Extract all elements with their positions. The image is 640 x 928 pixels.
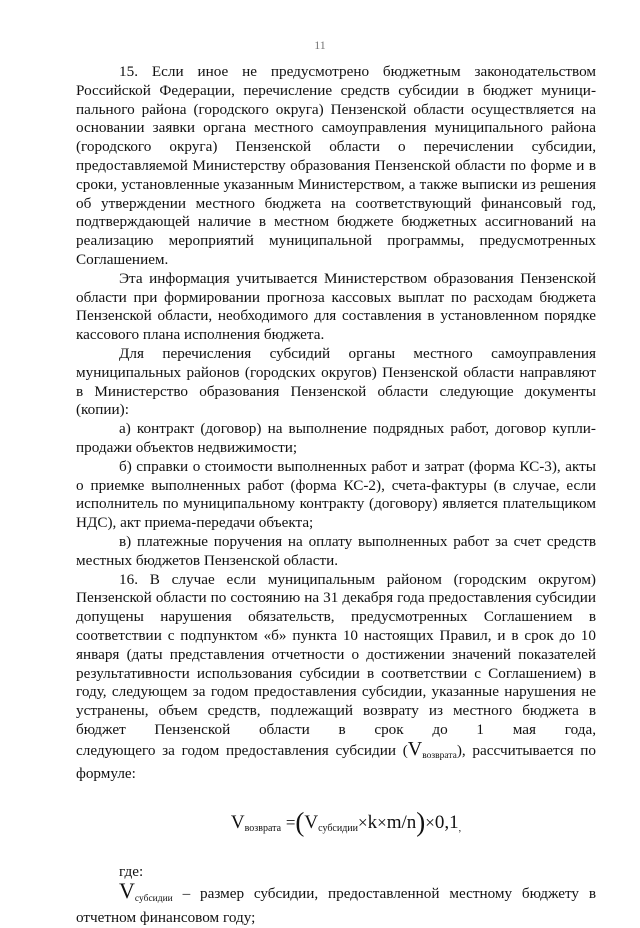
- paragraph-16-text: 16. В случае если муниципальным районом (городским округом) Пензенской области по состоянию на 31 декабря года предоставления субсидии допущены нарушения обязательств, предусмотренных Соглашением в соответствии с подпунктом «б» пункта 10 настоящих Правил, и в срок до 10 января (даты представления отчетности о достижении значений показателей результативности использования субсидии в соответствии с Соглашением) в году, следующем за годом предоставления субсидии, указанные нарушения не устранены, объем средств, подлежащий возврату из местного бюджета в бюджет Пензенской области в срок до 1 мая года,: [76, 570, 596, 738]
- formula-mul-3: ×: [425, 813, 435, 833]
- tail-after-text: ), рассчитывается по формуле:: [76, 741, 596, 783]
- inline-var-v: V: [407, 737, 423, 760]
- paragraph-info: Эта информация учитывается Министерством образования Пензенской области при формировании прогноза кассовых выплат по расходам бюджета Пензенской области, необходимого для составления в установленном порядке кассового плана исполнения бюджета.: [76, 269, 596, 344]
- inline-var-sub: возврата: [422, 750, 457, 761]
- formula-mul-2: ×: [377, 813, 387, 833]
- formula-lhs: V: [230, 812, 245, 834]
- list-item-c: в) платежные поручения на оплату выполненных работ за счет средств местных бюджетов Пензенской области.: [76, 532, 596, 569]
- definition-var: V: [119, 878, 135, 904]
- formula-v: V: [304, 812, 319, 834]
- formula-mn: m/n: [386, 812, 417, 834]
- formula-coef: 0,1: [434, 812, 459, 834]
- paragraph-16-tail: [76, 737, 457, 761]
- return-formula: [76, 807, 596, 841]
- definition-sub: субсидии: [134, 894, 173, 905]
- formula-open-paren: (: [295, 807, 305, 838]
- formula-comma: ,: [458, 823, 462, 835]
- formula-k: k: [367, 812, 378, 834]
- tail-before-text: следующего за годом предоставления субсидии (: [76, 741, 408, 759]
- document-body: [76, 63, 596, 928]
- definition-text: – размер субсидии, предоставленной местному бюджету в отчетном финансовом году;: [76, 885, 596, 926]
- paragraph-15: 15. Если иное не предусмотрено бюджетным законодательством Российской Федерации, перечисление средств субсидии в бюджет муници-пального района (городского округа) Пензенской области осуществляется на основании заявки органа местного самоуправления муниципального района (городского округа) Пензенской области о перечислении субсидии, предоставляемой Министерству образования Пензенской области по форме и в сроки, установленные указанным Министерством, а также выписки из решения об утверждении местного бюджета на соответствующий финансовый год, подтверждающей наличие в местном бюджете бюджетных ассигнований на реализацию мероприятий муниципальной программы, предусмотренных Соглашением.: [76, 63, 596, 268]
- page-number: 11: [314, 38, 326, 52]
- list-item-b: б) справки о стоимости выполненных работ и затрат (форма КС-3), акты о приемке выполненных работ (форма КС-2), счета-фактуры (в случае, если исполнитель по муниципальному контракту (договору) является плательщиком НДС), акт приема-передачи объекта;: [76, 457, 596, 532]
- where-label: где:: [119, 863, 144, 881]
- paragraph-16: [76, 571, 596, 785]
- formula-lhs-sub: возврата: [244, 823, 282, 835]
- formula-equals: =: [285, 813, 296, 833]
- paragraph-documents: Для перечисления субсидий органы местного самоуправления муниципальных районов (городских округов) Пензенской области направляют в Министерство образования Пензенской области следующие документы (копии):: [76, 344, 596, 419]
- formula-mul-1: ×: [358, 813, 368, 833]
- formula-close-paren: ): [416, 807, 426, 838]
- list-item-a: а) контракт (договор) на выполнение подрядных работ, договор купли-продажи объектов недвижимости;: [76, 420, 596, 456]
- formula-v-sub: субсидии: [318, 823, 358, 835]
